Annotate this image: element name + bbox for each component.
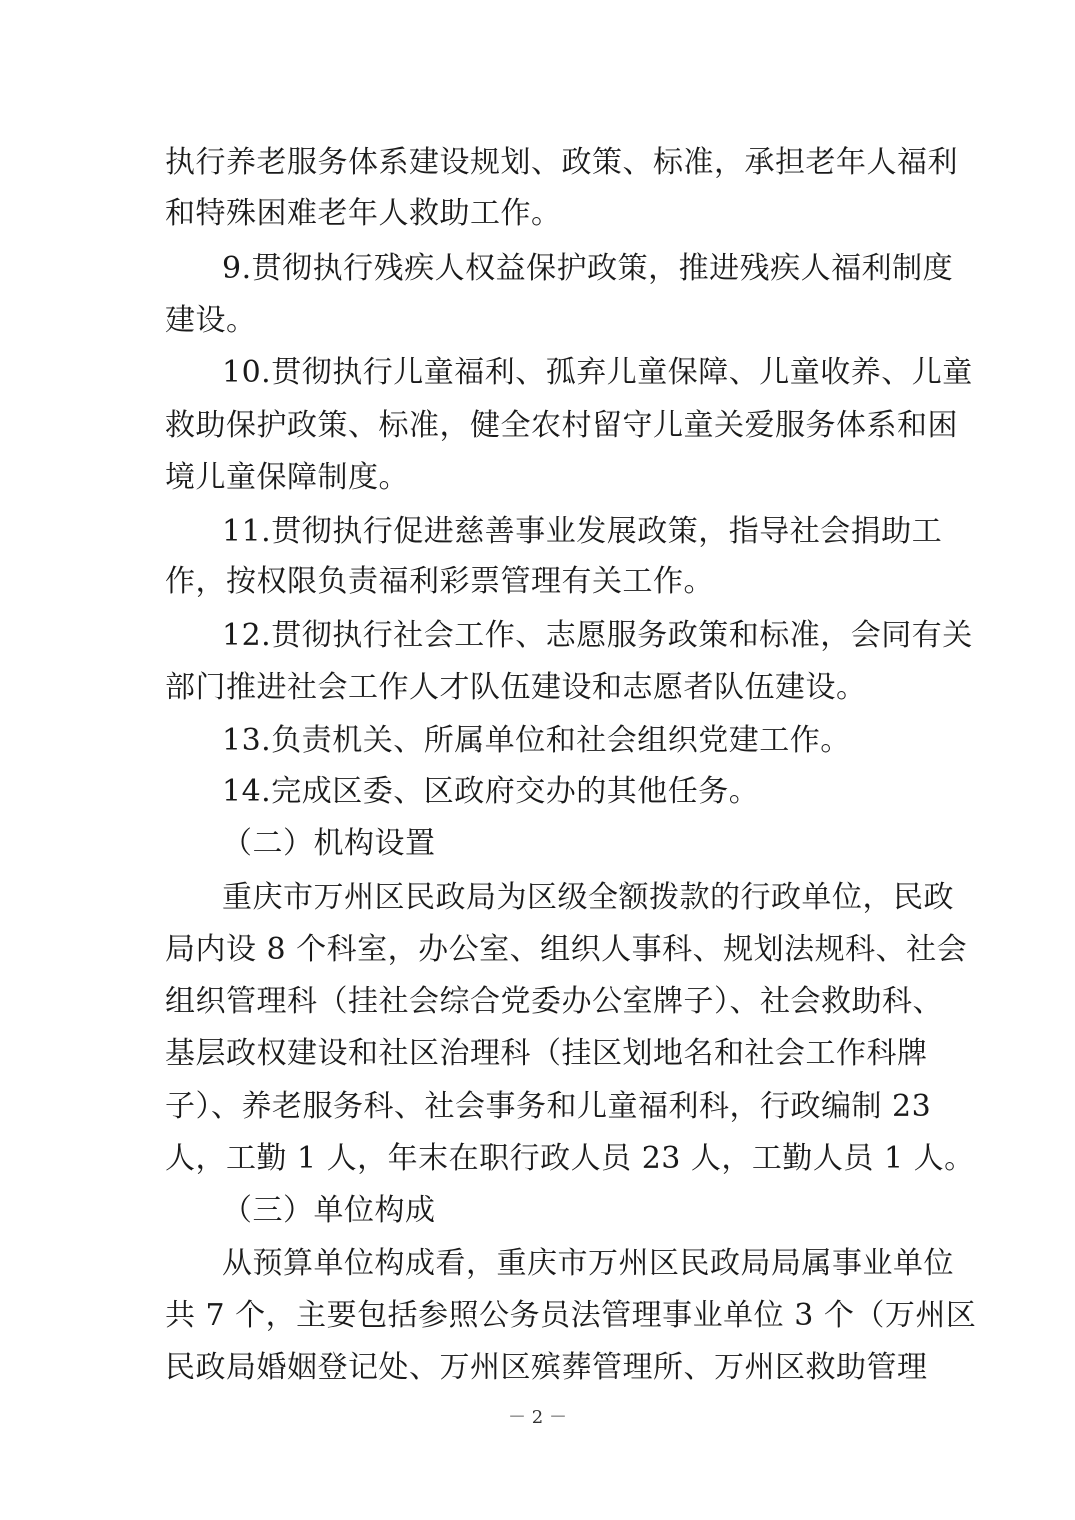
text-line: 民政局婚姻登记处、万州区殡葬管理所、万州区救助管理 bbox=[165, 1350, 928, 1385]
text-line: 建设。 bbox=[165, 303, 257, 338]
text-line: 基层政权建设和社区治理科（挂区划地名和社会工作科牌 bbox=[165, 1036, 928, 1071]
section-heading: （三）单位构成 bbox=[222, 1193, 436, 1228]
text-line: 10.贯彻执行儿童福利、孤弃儿童保障、儿童收养、儿童 bbox=[222, 355, 973, 390]
text-line: 组织管理科（挂社会综合党委办公室牌子）、社会救助科、 bbox=[165, 984, 943, 1019]
text-line: 执行养老服务体系建设规划、政策、标准，承担老年人福利 bbox=[165, 145, 958, 180]
text-line: 从预算单位构成看，重庆市万州区民政局局属事业单位 bbox=[222, 1246, 954, 1281]
page-number: － 2 － bbox=[508, 1407, 567, 1428]
text-line: 局内设 8 个科室，办公室、组织人事科、规划法规科、社会 bbox=[165, 932, 968, 967]
section-heading: （二）机构设置 bbox=[222, 826, 436, 861]
text-line: 部门推进社会工作人才队伍建设和志愿者队伍建设。 bbox=[165, 670, 867, 705]
text-line: 共 7 个，主要包括参照公务员法管理事业单位 3 个（万州区 bbox=[165, 1298, 977, 1333]
text-line: 13.负责机关、所属单位和社会组织党建工作。 bbox=[222, 723, 851, 758]
text-line: 人，工勤 1 人，年末在职行政人员 23 人，工勤人员 1 人。 bbox=[165, 1141, 975, 1176]
text-line: 重庆市万州区民政局为区级全额拨款的行政单位，民政 bbox=[222, 880, 954, 915]
text-line: 境儿童保障制度。 bbox=[165, 460, 409, 495]
text-line: 和特殊困难老年人救助工作。 bbox=[165, 196, 562, 231]
text-line: 11.贯彻执行促进慈善事业发展政策，指导社会捐助工 bbox=[222, 514, 943, 549]
text-line: 9.贯彻执行残疾人权益保护政策，推进残疾人福利制度 bbox=[222, 251, 954, 286]
text-line: 子）、养老服务科、社会事务和儿童福利科，行政编制 23 bbox=[165, 1089, 932, 1124]
text-line: 救助保护政策、标准，健全农村留守儿童关爱服务体系和困 bbox=[165, 408, 958, 443]
text-line: 12.贯彻执行社会工作、志愿服务政策和标准，会同有关 bbox=[222, 618, 973, 653]
text-line: 作，按权限负责福利彩票管理有关工作。 bbox=[165, 564, 714, 599]
text-line: 14.完成区委、区政府交办的其他任务。 bbox=[222, 774, 760, 809]
